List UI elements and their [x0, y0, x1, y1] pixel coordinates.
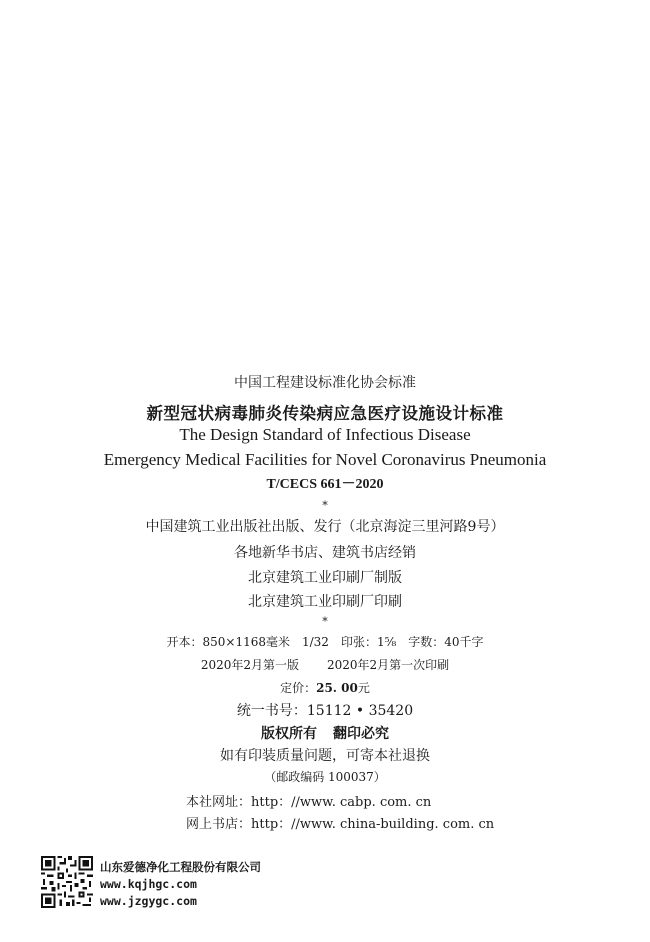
publisher-website: 本社网址：http：//www. cabp. com. cn [186, 795, 432, 810]
distributor-line: 各地新华书店、建筑书店经销 [234, 545, 416, 561]
publisher-line: 中国建筑工业出版社出版、发行（北京海淀三里河路9号） [145, 519, 505, 535]
title-english-line-2: Emergency Medical Facilities for Novel Coronavirus Pneumonia [103, 450, 547, 469]
typesetter-line: 北京建筑工业印刷厂制版 [248, 570, 402, 586]
separator-star: * [322, 499, 328, 512]
price-line [0, 679, 650, 696]
watermark-url-2: www.jzgygc.com [100, 894, 197, 908]
format-line: 开本：850×1168毫米 1/32 印张：1⅝ 字数：40千字 [166, 635, 484, 649]
price-unit: 元 [357, 681, 370, 695]
title-english-line-1: The Design Standard of Infectious Disease [179, 425, 471, 444]
return-policy: 如有印装质量问题，可寄本社退换 [220, 748, 430, 764]
watermark-company: 山东爱德净化工程股份有限公司 [100, 860, 261, 874]
separator-star: * [322, 615, 328, 628]
standard-number: T/CECS 661－2020 [266, 477, 384, 492]
copyright-reserved: 版权所有 [261, 726, 317, 742]
price-value: 25. 00 [316, 681, 358, 695]
watermark-url-1: www.kqjhgc.com [100, 877, 197, 891]
printer-line: 北京建筑工业印刷厂印刷 [248, 594, 402, 610]
copyright-notice [0, 723, 650, 743]
printing-text: 2020年2月第一次印刷 [327, 658, 450, 672]
series-name: 中国工程建设标准化协会标准 [234, 375, 416, 391]
copyright-no-reprint: 翻印必究 [333, 726, 389, 742]
qr-code-icon [41, 856, 93, 908]
book-number: 统一书号：15112 • 35420 [236, 703, 414, 719]
title-chinese: 新型冠状病毒肺炎传染病应急医疗设施设计标准 [146, 404, 504, 423]
edition-text: 2020年2月第一版 [200, 658, 299, 672]
price-label: 定价： [280, 681, 317, 695]
online-bookstore: 网上书店：http：//www. china-building. com. cn [186, 817, 495, 832]
postcode: （邮政编码 100037） [264, 770, 386, 784]
edition-line [0, 656, 650, 673]
